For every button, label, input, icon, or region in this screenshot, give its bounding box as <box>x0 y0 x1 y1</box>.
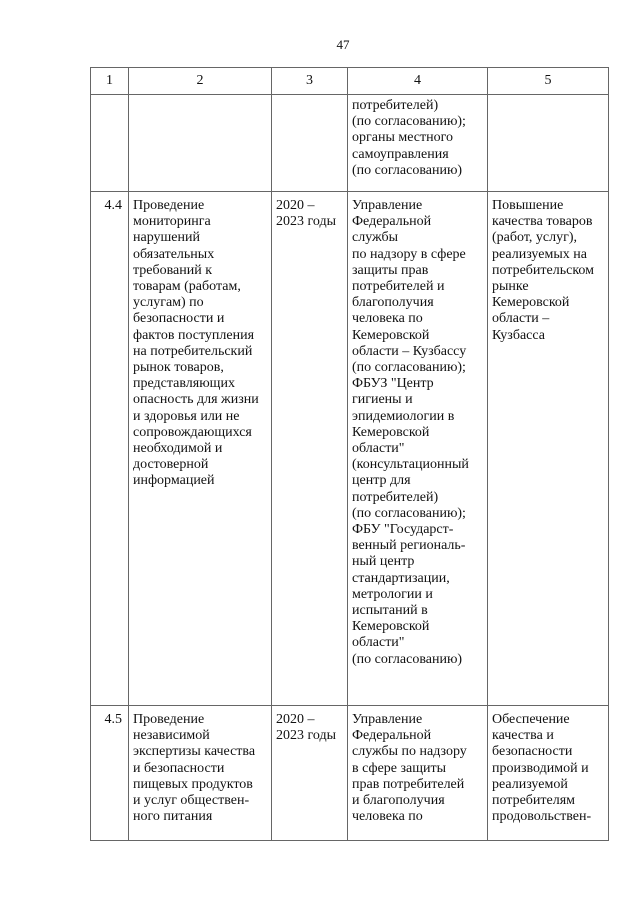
activity-line: и здоровья или не <box>133 408 240 424</box>
activity-line: требований к <box>133 262 213 278</box>
executors-line: благополучия <box>352 295 434 311</box>
activity-line: на потребительский <box>133 343 253 359</box>
executors-line: потребителей и <box>352 279 445 295</box>
executors-line: органы местного <box>352 130 453 146</box>
activity-line: представляющих <box>133 376 235 392</box>
executors-line: Кемеровской <box>352 424 430 440</box>
executors-line: области – Кузбассу <box>352 343 467 359</box>
table-header-row <box>91 68 609 95</box>
executors-line: в сфере защиты <box>352 760 447 776</box>
executors-line: ФБУ "Государст- <box>352 522 454 538</box>
activity-line: и безопасности <box>133 760 225 776</box>
executors-line: эпидемиологии в <box>352 408 455 424</box>
executors-line: службы по надзору <box>352 744 467 760</box>
activity-line: необходимой и <box>133 441 223 457</box>
executors-line: области" <box>352 635 405 651</box>
page-number: 47 <box>336 37 350 52</box>
activity-line: опасность для жизни <box>133 392 259 408</box>
activity-line: рынок товаров, <box>133 360 224 376</box>
result-cell <box>488 192 609 706</box>
result-line: рынке <box>492 279 529 295</box>
period-line: 2023 годы <box>276 214 337 230</box>
result-line: Кузбасса <box>492 327 545 343</box>
executors-cell <box>348 192 488 706</box>
executors-line: Управление <box>352 198 423 213</box>
executors-line: службы <box>352 230 399 246</box>
executors-line: самоуправления <box>352 146 449 162</box>
executors-line: (по согласованию); <box>352 505 466 521</box>
result-line: реализуемых на <box>492 246 587 262</box>
activity-line: Проведение <box>133 198 205 213</box>
activity-line: сопровождающихся <box>133 424 252 440</box>
activity-line: безопасности и <box>133 311 225 327</box>
activity-line: экспертизы качества <box>133 744 256 760</box>
table-row <box>91 706 609 841</box>
executors-line: испытаний в <box>352 603 428 619</box>
activity-line: услугам) по <box>133 295 204 311</box>
executors-line: метрологии и <box>352 586 433 602</box>
activity-line: информацией <box>133 473 215 489</box>
executors-line: (по согласованию); <box>352 114 466 130</box>
executors-line: Кемеровской <box>352 619 430 635</box>
table-row <box>91 95 609 192</box>
table-row <box>91 192 609 706</box>
row-number-cell <box>91 95 129 192</box>
result-line: безопасности <box>492 744 573 760</box>
result-line: качества и <box>492 728 554 744</box>
result-line: потребительском <box>492 262 595 278</box>
activity-line: нарушений <box>133 230 200 246</box>
executors-line: Управление <box>352 712 423 727</box>
result-line: продовольствен- <box>492 809 592 825</box>
executors-line: (по согласованию); <box>352 360 466 376</box>
period-cell <box>272 192 348 706</box>
row-number-cell: 4.5 <box>91 706 129 841</box>
result-line: производимой и <box>492 760 589 776</box>
measures-table <box>90 67 609 841</box>
activity-line: и услуг обществен- <box>133 793 250 809</box>
result-line: качества товаров <box>492 214 593 230</box>
activity-line: фактов поступления <box>133 327 255 343</box>
row-number-cell: 4.4 <box>91 192 129 706</box>
executors-line: венный региональ- <box>352 538 466 554</box>
activity-line: мониторинга <box>133 214 211 230</box>
activity-line: обязательных <box>133 246 215 262</box>
executors-line: Кемеровской <box>352 327 430 343</box>
period-line: 2020 – <box>276 712 315 727</box>
executors-line: гигиены и <box>352 392 413 408</box>
result-line: (работ, услуг), <box>492 230 577 246</box>
executors-line: (по согласованию) <box>352 651 463 667</box>
executors-line: (консультационный <box>352 457 469 473</box>
result-line: Обеспечение <box>492 712 570 727</box>
executors-line: потребителей) <box>352 98 439 113</box>
executors-line: области" <box>352 441 405 457</box>
activity-cell <box>129 95 272 192</box>
result-line: Повышение <box>492 198 564 213</box>
activity-cell <box>129 706 272 841</box>
header-col-3: 3 <box>272 68 348 95</box>
activity-line: ного питания <box>133 809 213 825</box>
period-line: 2023 годы <box>276 728 337 744</box>
executors-line: по надзору в сфере <box>352 246 466 262</box>
executors-cell <box>348 706 488 841</box>
header-col-4: 4 <box>348 68 488 95</box>
activity-cell <box>129 192 272 706</box>
executors-line: стандартизации, <box>352 570 450 586</box>
executors-line: человека по <box>352 809 423 825</box>
executors-line: защиты прав <box>352 262 429 278</box>
executors-cell <box>348 95 488 192</box>
result-cell <box>488 706 609 841</box>
result-line: реализуемой <box>492 776 568 792</box>
period-line: 2020 – <box>276 198 315 213</box>
executors-line: человека по <box>352 311 423 327</box>
header-col-2: 2 <box>129 68 272 95</box>
executors-line: прав потребителей <box>352 776 465 792</box>
executors-line: потребителей) <box>352 489 439 505</box>
period-cell <box>272 706 348 841</box>
result-cell <box>488 95 609 192</box>
executors-line: ный центр <box>352 554 415 570</box>
executors-line: центр для <box>352 473 411 489</box>
result-line: потребителям <box>492 793 576 809</box>
executors-line: ФБУЗ "Центр <box>352 376 434 392</box>
activity-line: товарам (работам, <box>133 279 241 295</box>
executors-line: Федеральной <box>352 214 432 230</box>
header-col-1: 1 <box>91 68 129 95</box>
result-line: области – <box>492 311 550 327</box>
activity-line: достоверной <box>133 457 209 473</box>
executors-line: Федеральной <box>352 728 432 744</box>
period-cell <box>272 95 348 192</box>
executors-line: (по согласованию) <box>352 162 463 178</box>
header-col-5: 5 <box>488 68 609 95</box>
executors-line: и благополучия <box>352 793 445 809</box>
activity-line: пищевых продуктов <box>133 776 253 792</box>
result-line: Кемеровской <box>492 295 570 311</box>
activity-line: независимой <box>133 728 210 744</box>
activity-line: Проведение <box>133 712 205 727</box>
